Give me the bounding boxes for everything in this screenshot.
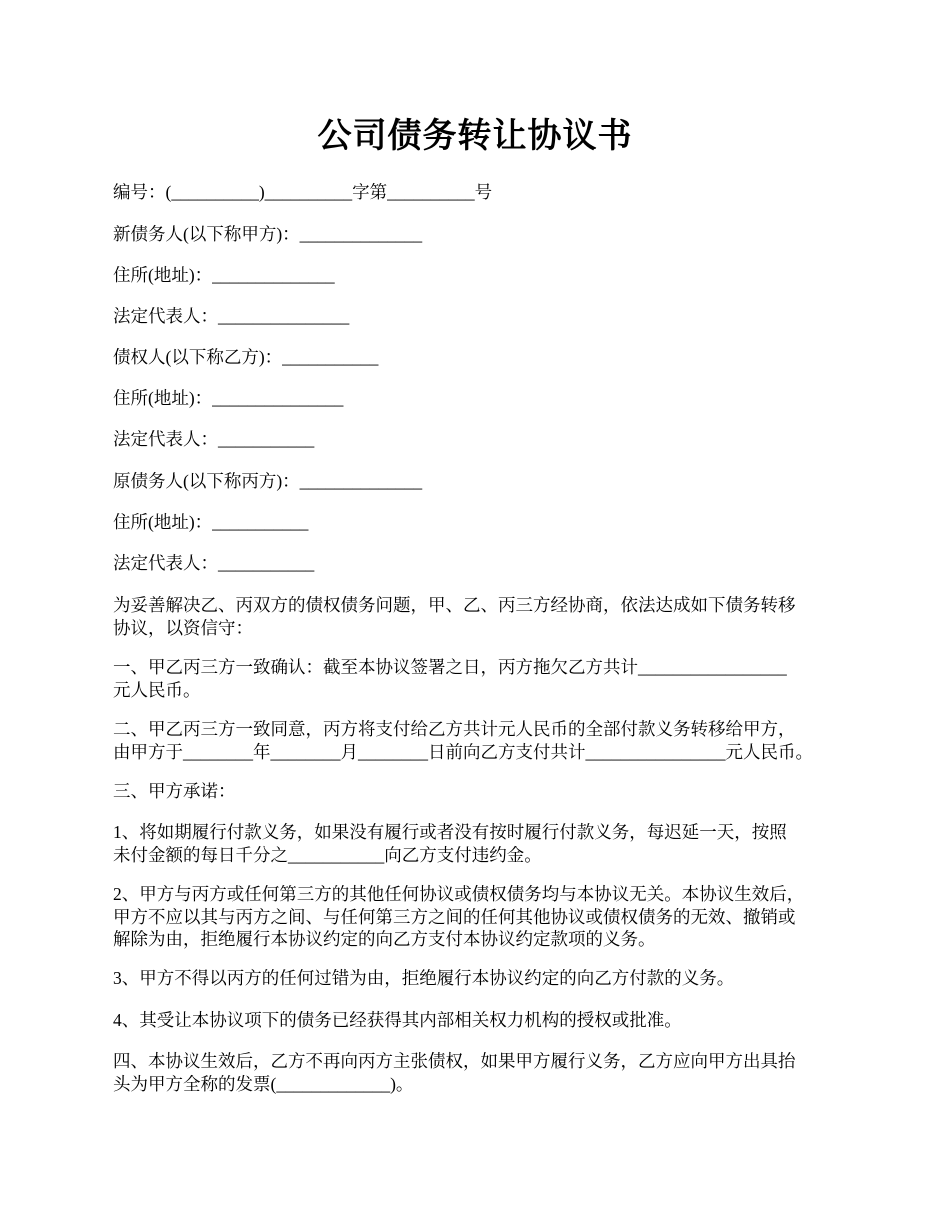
party-b-name-line: 债权人(以下称乙方)：___________	[113, 347, 379, 367]
text-line: 4、其受让本协议项下的债务已经获得其内部相关权力机构的授权或批准。	[113, 1010, 682, 1030]
party-b-representative-line: 法定代表人：___________	[113, 429, 315, 449]
commitment-1-paragraph	[113, 821, 873, 866]
clause-2-paragraph	[113, 718, 873, 763]
text-line: 未付金额的每日千分之___________向乙方支付违约金。	[113, 844, 542, 865]
party-b-address-line: 住所(地址)：_______________	[113, 388, 344, 408]
commitment-3-paragraph	[113, 967, 873, 990]
text-line: 3、甲方不得以丙方的任何过错为由，拒绝履行本协议约定的向乙方付款的义务。	[113, 968, 735, 988]
clause-3-heading	[113, 780, 873, 803]
text-line: 协议，以资信守：	[113, 617, 253, 638]
party-a-representative-line: 法定代表人：_______________	[113, 306, 350, 326]
text-line: 二、甲乙丙三方一致同意，丙方将支付给乙方共计元人民币的全部付款义务转移给甲方，	[113, 719, 796, 739]
text-line: 元人民币。	[113, 679, 201, 700]
text-line: 2、甲方与丙方或任何第三方的其他任何协议或债权债务均与本协议无关。本协议生效后，	[113, 884, 805, 904]
party-a-name-line: 新债务人(以下称甲方)：______________	[113, 224, 423, 244]
text-line: 头为甲方全称的发票(_____________)。	[113, 1073, 414, 1094]
text-line: 一、甲乙丙三方一致确认：截至本协议签署之日，丙方拖欠乙方共计_________________	[113, 657, 787, 677]
clause-4-paragraph	[113, 1050, 873, 1095]
text-line: 三、甲方承诺：	[113, 781, 236, 801]
commitment-2-paragraph	[113, 883, 873, 951]
text-line: 甲方不应以其与丙方之间、与任何第三方之间的任何其他协议或债权债务的无效、撤销或	[113, 906, 796, 927]
party-a-address-line: 住所(地址)：______________	[113, 265, 335, 285]
clause-1-paragraph	[113, 656, 873, 701]
commitment-4-paragraph	[113, 1009, 873, 1032]
party-c-name-line: 原债务人(以下称丙方)：______________	[113, 471, 423, 491]
text-line: 1、将如期履行付款义务，如果没有履行或者没有按时履行付款义务，每迟延一天，按照	[113, 822, 787, 842]
text-line: 解除为由，拒绝履行本协议约定的向乙方支付本协议约定款项的义务。	[113, 929, 656, 949]
document-title: 公司债务转让协议书	[317, 118, 633, 155]
preamble-paragraph	[113, 594, 873, 639]
party-c-address-line: 住所(地址)：___________	[113, 512, 309, 532]
text-line: 为妥善解决乙、丙双方的债权债务问题，甲、乙、丙三方经协商，依法达成如下债务转移	[113, 595, 796, 615]
contract-number-line: 编号：(__________)__________字第__________号	[113, 182, 493, 202]
text-line: 四、本协议生效后，乙方不再向丙方主张债权，如果甲方履行义务，乙方应向甲方出具抬	[113, 1051, 796, 1071]
text-line: 由甲方于________年________月________日前向乙方支付共计________________元人民币。	[113, 741, 813, 762]
party-c-representative-line: 法定代表人：___________	[113, 553, 315, 573]
